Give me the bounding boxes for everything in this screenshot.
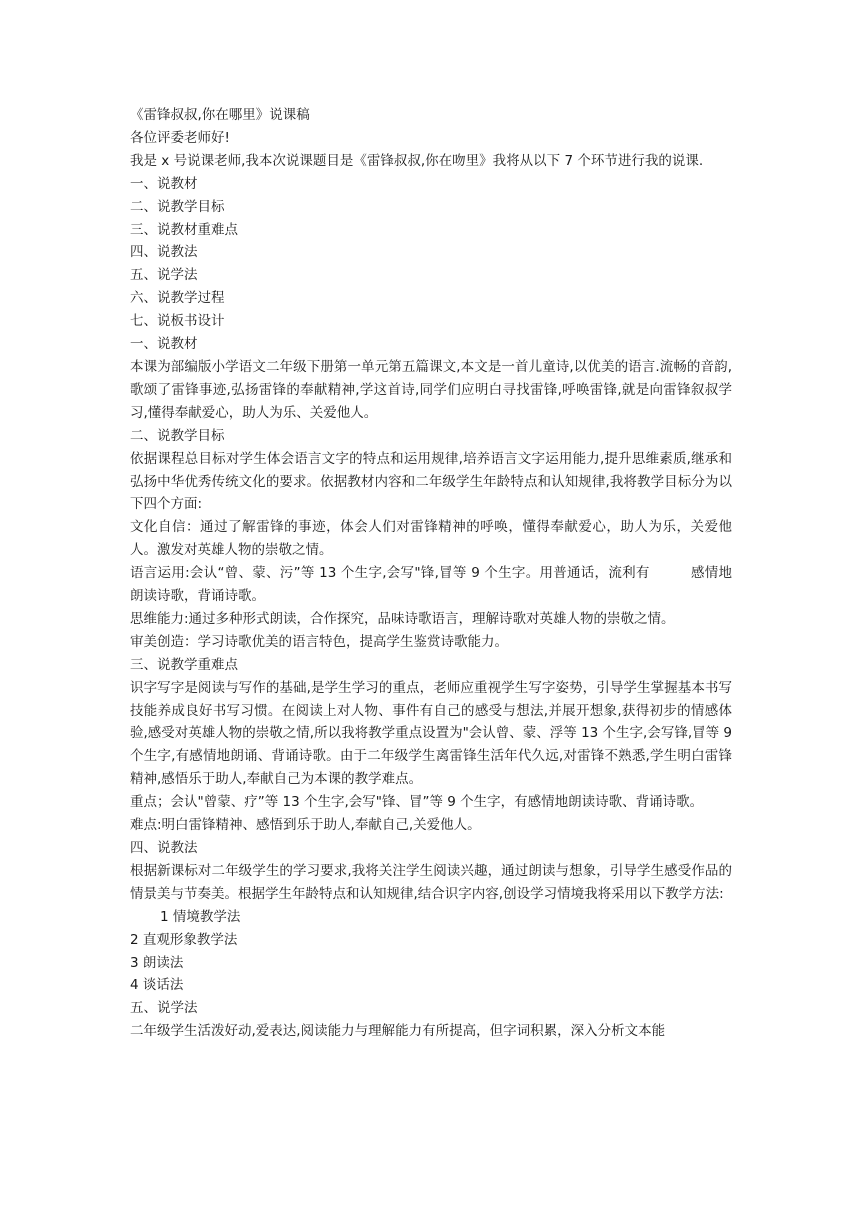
outline-item-5: 五、说学法 xyxy=(130,267,198,284)
section-heading-learning-methods: 五、说学法 xyxy=(130,1000,198,1017)
greeting: 各位评委老师好! xyxy=(130,129,230,146)
section-heading-keypoints: 三、说教学重难点 xyxy=(130,656,238,673)
section-heading-objectives: 二、说教学目标 xyxy=(130,427,225,444)
document-body xyxy=(130,104,732,1043)
outline-item-1: 一、说教材 xyxy=(130,175,198,192)
paragraph-keypoints: 识字写字是阅读与写作的基础,是学生学习的重点，老师应重视学生写字姿势，引导学生掌握基本书写技能养成良好书写习惯。在阅读上对人物、事件有自己的感受与想法,并展开想象,获得初步的情感体验,感受对英雄人物的崇敬之情,所以我将教学重点设置为"会认曾、蒙、浮等 13 个生字,会写锋,冒等 9 个生字,有感情地朗诵、背诵诗歌。由于二年级学生离雷锋生活年代久远,对雷锋不熟悉,学生明白雷锋精神,感悟乐于助人,奉献自己为本课的教学难点。 xyxy=(130,679,733,788)
outline-item-6: 六、说教学过程 xyxy=(130,290,225,307)
section-heading-textbook: 一、说教材 xyxy=(130,336,198,353)
section-heading-teaching-methods: 四、说教法 xyxy=(130,840,198,856)
method-item-2: 2 直观形象教学法 xyxy=(130,931,238,948)
paragraph-difficulty: 难点:明白雷锋精神、感悟到乐于助人,奉献自己,关爱他人。 xyxy=(130,817,481,834)
outline-item-2: 二、说教学目标 xyxy=(130,198,225,215)
method-item-3: 3 朗读法 xyxy=(130,954,184,971)
method-item-1: 1 情境教学法 xyxy=(160,908,241,925)
outline-item-4: 四、说教法 xyxy=(130,244,198,261)
intro-paragraph: 我是 x 号说课老师,我本次说课题目是《雷锋叔叔,你在吻里》我将从以下 7 个环节进行我的说课. xyxy=(130,152,704,169)
paragraph-objectives: 依据课程总目标对学生体会语言文字的特点和运用规律,培养语言文字运用能力,提升思维素质,继承和弘扬中华优秀传统文化的要求。依据教材内容和二年级学生年龄特点和认知规律,我将教学目标分为以下四个方面: xyxy=(130,450,732,513)
paragraph-culture: 文化自信：通过了解雷锋的事迹，体会人们对雷锋精神的呼唤，懂得奉献爱心，助人为乐，关爱他人。激发对英雄人物的崇敬之情。 xyxy=(130,519,732,559)
method-item-4: 4 谈话法 xyxy=(130,977,184,994)
document-title: 《雷锋叔叔,你在哪里》说课稿 xyxy=(130,107,310,123)
paragraph-thinking: 思维能力:通过多种形式朗读，合作探究，品味诗歌语言，理解诗歌对英雄人物的崇敬之情。 xyxy=(130,610,675,627)
outline-item-7: 七、说板书设计 xyxy=(130,313,225,330)
paragraph-learning-methods: 二年级学生活泼好动,爱表达,阅读能力与理解能力有所提高，但字词积累，深入分析文本能 xyxy=(130,1023,666,1040)
paragraph-focus: 重点；会认"曾蒙、疗”等 13 个生字,会写"锋、冒”等 9 个生字，有感情地朗读诗歌、背诵诗歌。 xyxy=(130,794,704,811)
outline-item-3: 三、说教材重难点 xyxy=(130,221,238,238)
paragraph-textbook: 本课为部编版小学语文二年级下册第一单元第五篇课文,本文是一首儿童诗,以优美的语言.流畅的音韵,歌颂了雷锋事迹,弘扬雷锋的奉献精神,学这首诗,同学们应明白寻找雷锋,呼唤雷锋,就是向雷锋叙叔学习,懂得奉献爱心，助人为乐、关爱他人。 xyxy=(130,358,732,421)
paragraph-teaching-methods: 根据新课标对二年级学生的学习要求,我将关注学生阅读兴趣，通过朗读与想象，引导学生感受作品的情景美与节奏美。根据学生年龄特点和认知规律,结合识字内容,创设学习情境我将采用以下教学方法: xyxy=(130,862,732,902)
paragraph-language: 语言运用:会认“曾、蒙、污”等 13 个生字,会写"锋,冒等 9 个生字。用普通话，流利有 感情地朗读诗歌，背诵诗歌。 xyxy=(130,565,732,605)
paragraph-aesthetic: 审美创造：学习诗歌优美的语言特色，提高学生鉴赏诗歌能力。 xyxy=(130,633,508,650)
